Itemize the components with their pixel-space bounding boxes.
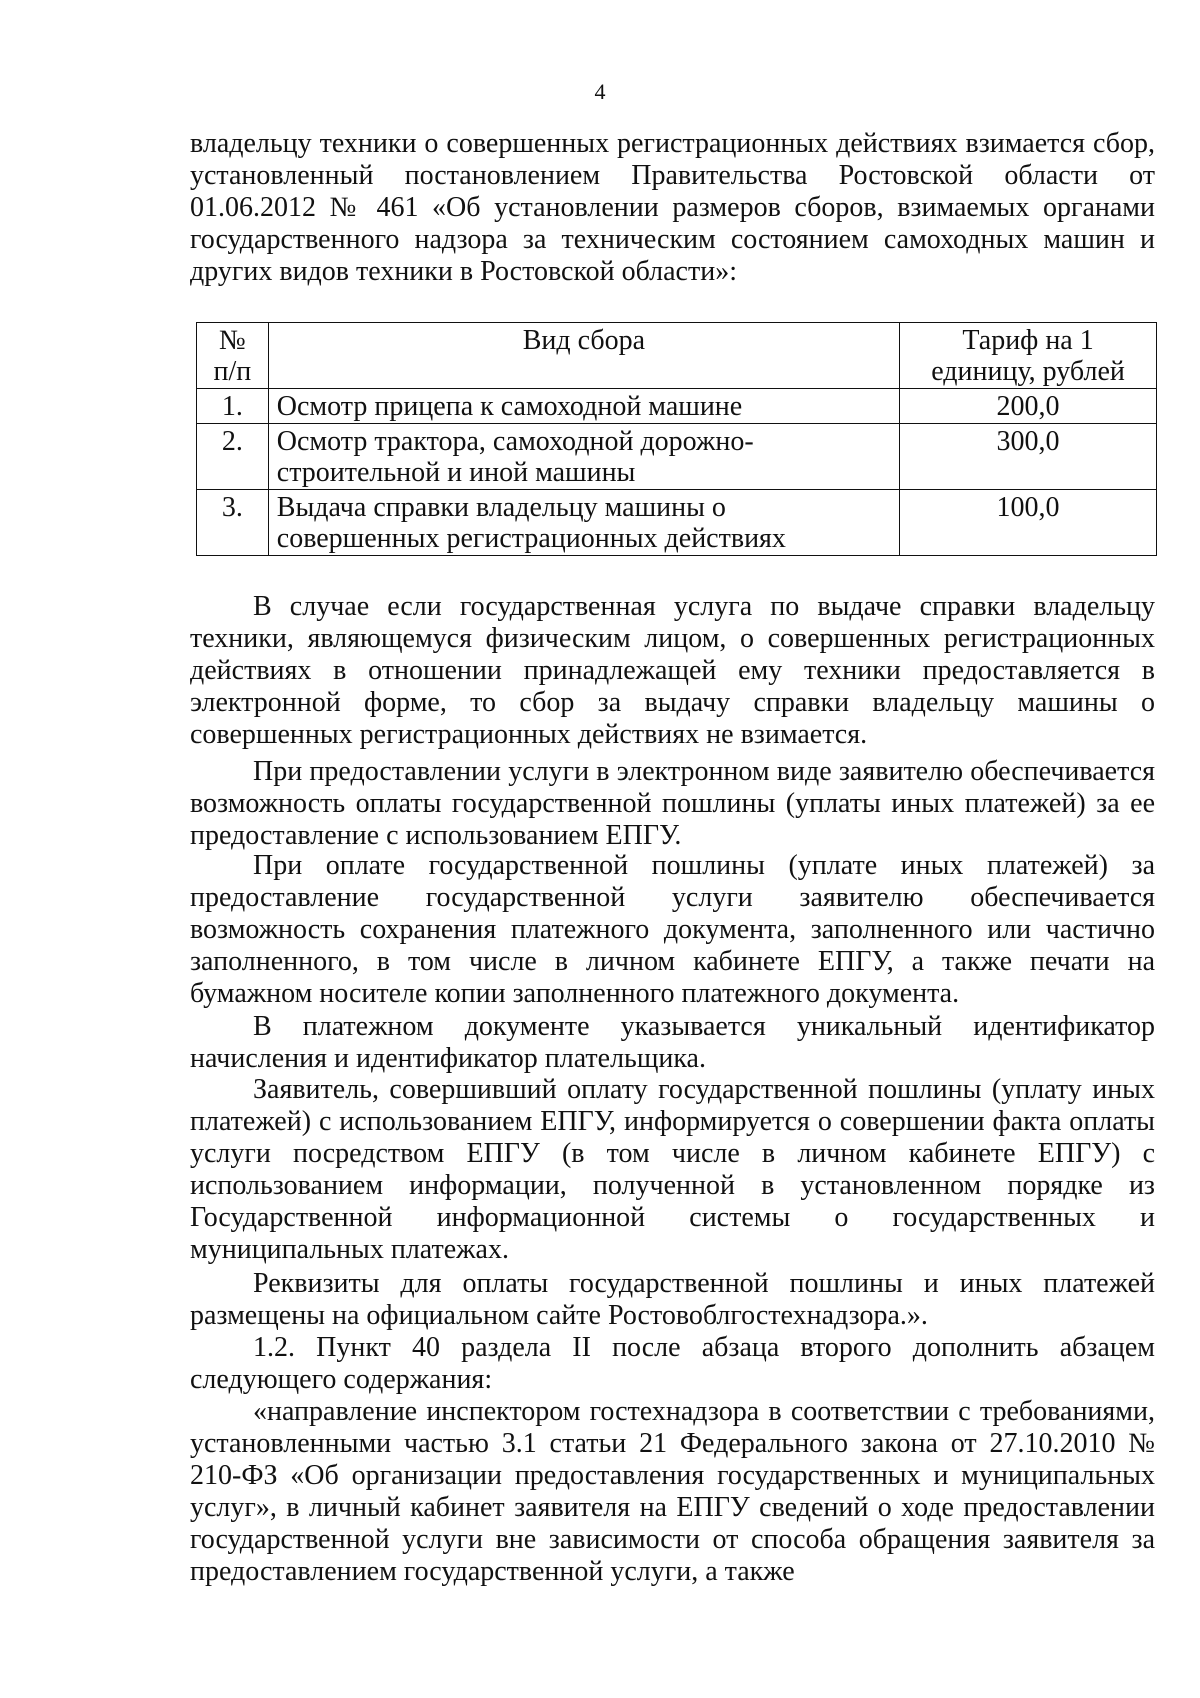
table-row [197, 389, 1157, 424]
paragraph: В случае если государственная услуга по выдаче справки владельцу техники, являющемуся физическим лицом, о совершенных регистрационных действиях в отношении принадлежащей ему техники предоставляется в электронной форме, то сбор за выдачу справки владельцу машины о совершенных регистрационных действиях не взимается. [190, 591, 1155, 750]
intro-text [190, 128, 1155, 288]
row-kind: Осмотр прицепа к самоходной машине [268, 389, 899, 424]
paragraph-requisites [190, 1268, 1155, 1332]
row-num: 2. [197, 424, 269, 490]
row-num: 3. [197, 490, 269, 556]
header-tariff: Тариф на 1 единицу, рублей [900, 323, 1157, 389]
row-kind: Выдача справки владельцу машины о совершенных регистрационных действиях [268, 490, 899, 556]
table-header-row [197, 323, 1157, 389]
paragraph: При предоставлении услуги в электронном виде заявителю обеспечивается возможность оплаты государственной пошлины (уплаты иных платежей) за ее предоставление с использованием ЕПГУ. [190, 756, 1155, 851]
intro-paragraph: владельцу техники о совершенных регистрационных действиях взимается сбор, установленный постановлением Правительства Ростовской области от 01.06.2012 № 461 «Об установлении размеров сборов, взимаемых органами государственного надзора за техническим состоянием самоходных машин и других видов техники в Ростовской области»: [190, 128, 1155, 287]
paragraph-electronic-exemption [190, 591, 1155, 751]
paragraph: «направление инспектором гостехнадзора в соответствии с требованиями, установленными частью 3.1 статьи 21 Федерального закона от 27.10.2010 № 210-ФЗ «Об организации предоставления государственных и муниципальных услуг», в личный кабинет заявителя на ЕПГУ сведений о ходе предоставлении государственной услуги вне зависимости от способа обращения заявителя за предоставлением государственной услуги, а также [190, 1396, 1155, 1587]
paragraph-payment-document [190, 850, 1155, 1010]
paragraph: В платежном документе указывается уникальный идентификатор начисления и идентификатор плательщика. [190, 1011, 1155, 1074]
page-number: 4 [594, 79, 606, 104]
row-num: 1. [197, 389, 269, 424]
fees-table [196, 322, 1157, 556]
paragraph-amendment-1-2 [190, 1332, 1155, 1396]
paragraph-payment-notification [190, 1074, 1155, 1266]
table-row [197, 490, 1157, 556]
paragraph-quoted-text [190, 1396, 1155, 1588]
paragraph: Заявитель, совершивший оплату государственной пошлины (уплату иных платежей) с использованием ЕПГУ, информируется о совершении факта оплаты услуги посредством ЕПГУ (в том числе в личном кабинете ЕПГУ) с использованием информации, полученной в установленном порядке из Государственной информационной системы о государственных и муниципальных платежах. [190, 1074, 1155, 1265]
paragraph-payment-possibility [190, 756, 1155, 852]
header-num: № п/п [197, 323, 269, 389]
paragraph: При оплате государственной пошлины (уплате иных платежей) за предоставление государственной услуги заявителю обеспечивается возможность сохранения платежного документа, заполненного или частично заполненного, в том числе в личном кабинете ЕПГУ, а также печати на бумажном носителе копии заполненного платежного документа. [190, 850, 1155, 1009]
row-tariff: 100,0 [900, 490, 1157, 556]
row-tariff: 300,0 [900, 424, 1157, 490]
row-kind: Осмотр трактора, самоходной дорожно-строительной и иной машины [268, 424, 899, 490]
table-row [197, 424, 1157, 490]
paragraph-identifiers [190, 1011, 1155, 1075]
paragraph: 1.2. Пункт 40 раздела II после абзаца второго дополнить абзацем следующего содержания: [190, 1332, 1155, 1395]
row-tariff: 200,0 [900, 389, 1157, 424]
header-kind: Вид сбора [268, 323, 899, 389]
paragraph: Реквизиты для оплаты государственной пошлины и иных платежей размещены на официальном сайте Ростовоблгостехнадзора.». [190, 1268, 1155, 1331]
